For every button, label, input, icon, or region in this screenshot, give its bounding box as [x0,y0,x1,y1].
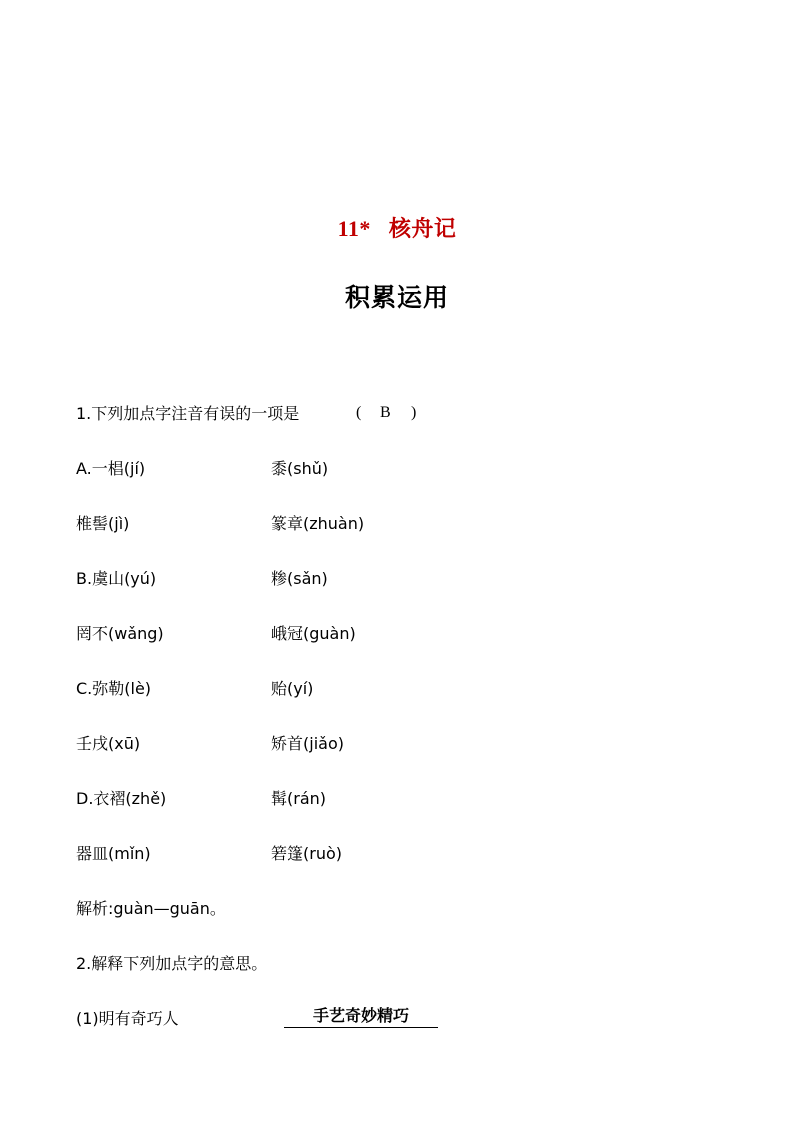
option-a-left: A.一椙(jí) [76,459,146,478]
question-1-analysis: 解析:guàn—guān。 [76,899,226,918]
option-d-left: D.衣褶(zhě) [76,789,167,808]
question-1-prompt [76,404,299,424]
option-d2-left: 器皿(mǐn) [76,844,151,863]
lesson-number: 11* [337,216,371,241]
section-heading: 积累运用 [344,283,449,312]
question-2-item-1-answer: 手艺奇妙精巧 [284,1005,438,1028]
option-a2-left: 椎髻(jì) [76,514,130,533]
option-c2-left: 壬戌(xū) [76,734,141,753]
option-d-right: 髯(rán) [271,789,327,808]
option-c2-right: 矫首(jiǎo) [271,734,344,753]
option-b2-left: 罔不(wǎng) [76,624,164,643]
option-a-right: 黍(shǔ) [271,459,329,478]
lesson-title [0,212,794,243]
option-b2-right: 峨冠(guàn) [271,624,356,643]
question-1-answer-close: ) [411,404,417,421]
question-2-item-1-label: (1)明有奇巧人 [76,1009,179,1028]
lesson-name: 核舟记 [388,217,457,242]
question-2-prompt: 2.解释下列加点字的意思。 [76,954,268,973]
option-d2-right: 箬篷(ruò) [271,844,342,863]
option-a2-right: 篆章(zhuàn) [271,514,365,533]
question-1-answer: B [380,404,391,421]
option-b-left: B.虞山(yú) [76,569,157,588]
option-c-right: 贻(yí) [271,679,314,698]
option-b-right: 糁(sǎn) [271,569,328,588]
question-1-answer-open: ( [356,404,362,421]
option-c-left: C.弥勒(lè) [76,679,152,698]
question-1-text: 1.下列加点字注音有误的一项是 [76,404,300,423]
